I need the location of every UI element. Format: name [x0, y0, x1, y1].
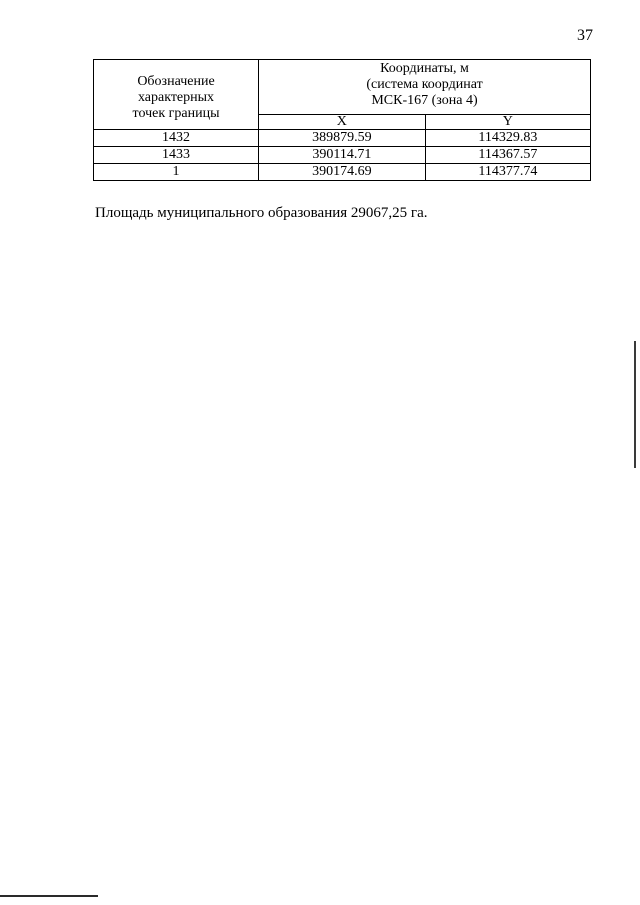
header-designation-line-1: Обозначение — [137, 73, 215, 89]
table-row — [94, 164, 591, 181]
cell-x: 390174.69 — [259, 164, 426, 181]
header-designation-line-2: характерных — [137, 89, 215, 105]
header-coords-line-1: Координаты, м — [380, 61, 469, 76]
cell-y: 114377.74 — [425, 164, 590, 181]
header-point-designation — [94, 60, 259, 130]
table-header-row — [94, 60, 591, 115]
municipal-area-text: Площадь муниципального образования 29067,25 га. — [95, 205, 428, 221]
header-coordinates — [259, 60, 591, 115]
scan-edge-line — [634, 341, 636, 468]
header-coords-line-2: (система координат — [366, 77, 483, 92]
page-number: 37 — [577, 27, 593, 44]
header-y: Y — [425, 115, 590, 130]
cell-x: 389879.59 — [259, 130, 426, 147]
table-row — [94, 130, 591, 147]
cell-point: 1433 — [94, 147, 259, 164]
cell-y: 114329.83 — [425, 130, 590, 147]
header-coords-line-3: МСК-167 (зона 4) — [371, 93, 478, 108]
cell-x: 390114.71 — [259, 147, 426, 164]
coordinates-table — [93, 59, 591, 181]
cell-point: 1 — [94, 164, 259, 181]
header-x: X — [259, 115, 426, 130]
cell-y: 114367.57 — [425, 147, 590, 164]
table-row — [94, 147, 591, 164]
cell-point: 1432 — [94, 130, 259, 147]
footer-rule — [0, 895, 98, 897]
header-designation-line-3: точек границы — [132, 105, 220, 121]
